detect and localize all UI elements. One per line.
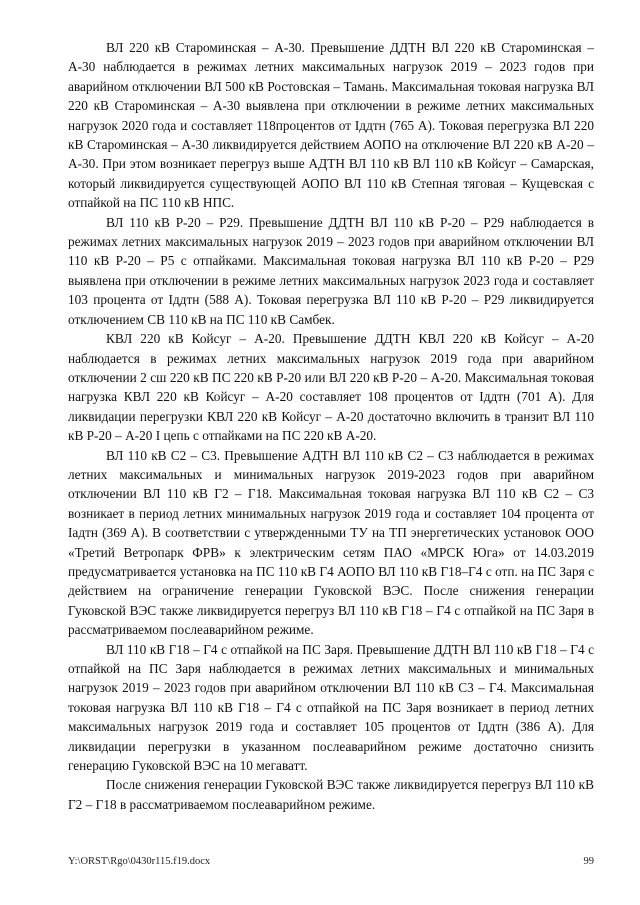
- paragraph-vl110-r20-r29: ВЛ 110 кВ Р-20 – Р29. Превышение ДДТН ВЛ 110 кВ Р-20 – Р29 наблюдается в режимах летних максимальных нагрузок 2019 – 2023 годов при аварийном отключении ВЛ 110 кВ Р-20 – Р5 с отпайками. Максимальная токовая нагрузка ВЛ 110 кВ Р-20 – Р29 выявлена при отключении в режиме летних максимальных нагрузок 2023 года и составляет 103 процента от Iддтн (588 А). Токовая перегрузка ВЛ 110 кВ Р-20 – Р29 ликвидируется отключением СВ 110 кВ на ПС 110 кВ Самбек.: [68, 214, 594, 327]
- paragraph-vl220-starominskaya-a30: ВЛ 220 кВ Староминская – А-30. Превышение ДДТН ВЛ 220 кВ Староминская – А-30 наблюдается в режимах летних максимальных нагрузок 2019 – 2023 годов при аварийном отключении ВЛ 500 кВ Ростовская – Тамань. Максимальная токовая нагрузка ВЛ 220 кВ Староминская – А-30 выявлена при отключении в режиме летних максимальных нагрузок 2020 года и составляет 118процентов от Iддтн (765 А). Токовая перегрузка ВЛ 220 кВ Староминская – А-30 ликвидируется действием АОПО на отключение ВЛ 220 кВ А-20 – А-30. При этом возникает перегруз выше АДТН ВЛ 110 кВ ВЛ 110 кВ Койсуг – Самарская, который ликвидируется существующей АОПО ВЛ 110 кВ Степная тяговая – Кущевская с отпайкой на ПС 110 кВ НПС.: [68, 40, 594, 211]
- paragraph-guk-ves-reduction: После снижения генерации Гуковской ВЭС также ликвидируется перегруз ВЛ 110 кВ Г2 – Г18 в рассматриваемом послеаварийном режиме.: [68, 777, 594, 812]
- paragraph-vl110-g18-g4: ВЛ 110 кВ Г18 – Г4 с отпайкой на ПС Заря. Превышение ДДТН ВЛ 110 кВ Г18 – Г4 с отпайкой на ПС Заря наблюдается в режимах летних максимальных и минимальных нагрузок 2019 – 2023 годов при аварийном отключении ВЛ 110 кВ С3 – Г4. Максимальная токовая нагрузка ВЛ 110 кВ Г18 – Г4 с отпайкой на ПС Заря возникает в период летних максимальных нагрузок 2019 года и составляет 105 процентов от Iддтн (386 А). Для ликвидации перегрузки в указанном послеаварийном режиме достаточно снизить генерацию Гуковской ВЭС на 10 мегаватт.: [68, 641, 594, 774]
- paragraph-vl110-c2-c3: ВЛ 110 кВ С2 – С3. Превышение АДТН ВЛ 110 кВ С2 – С3 наблюдается в режимах летних максимальных и минимальных нагрузок 2019-2023 годов при аварийном отключении ВЛ 110 кВ Г2 – Г18. Максимальная токовая нагрузка ВЛ 110 кВ С2 – С3 возникает в период летних минимальных нагрузок 2019 года и составляет 104 процента от Iадтн (369 А). В соответствии с утвержденными ТУ на ТП энергетических установок ООО «Третий Ветропарк ФРВ» к электрическим сетям ПАО «МРСК Юга» от 14.03.2019 предусматривается установка на ПС 110 кВ Г4 АОПО ВЛ 110 кВ Г18–Г4 с отп. на ПС Заря с действием на ограничение генерации Гуковской ВЭС. После снижения генерации Гуковской ВЭС также ликвидируется перегруз ВЛ 110 кВ Г18 – Г4 с отпайкой на ПС Заря в рассматриваемом послеаварийном режиме.: [68, 447, 594, 638]
- document-body: [68, 38, 594, 814]
- page-number: 99: [583, 856, 594, 867]
- footer-file-path: Y:\ORST\Rgo\0430r115.f19.docx: [68, 856, 211, 867]
- paragraph-kvl220-koysug-a20: КВЛ 220 кВ Койсуг – А-20. Превышение ДДТН КВЛ 220 кВ Койсуг – А-20 наблюдается в режимах летних максимальных нагрузок 2019 года при аварийном отключении 2 сш 220 кВ ПС 220 кВ Р-20 или ВЛ 220 кВ Р-20 – А-20. Максимальная токовая нагрузка КВЛ 220 кВ Койсуг – А-20 составляет 108 процентов от Iддтн (701 А). Для ликвидации перегрузки КВЛ 220 кВ Койсуг – А-20 достаточно включить в транзит ВЛ 110 кВ Р-20 – А-20 I цепь с отпайками на ПС 220 кВ А-20.: [68, 331, 594, 444]
